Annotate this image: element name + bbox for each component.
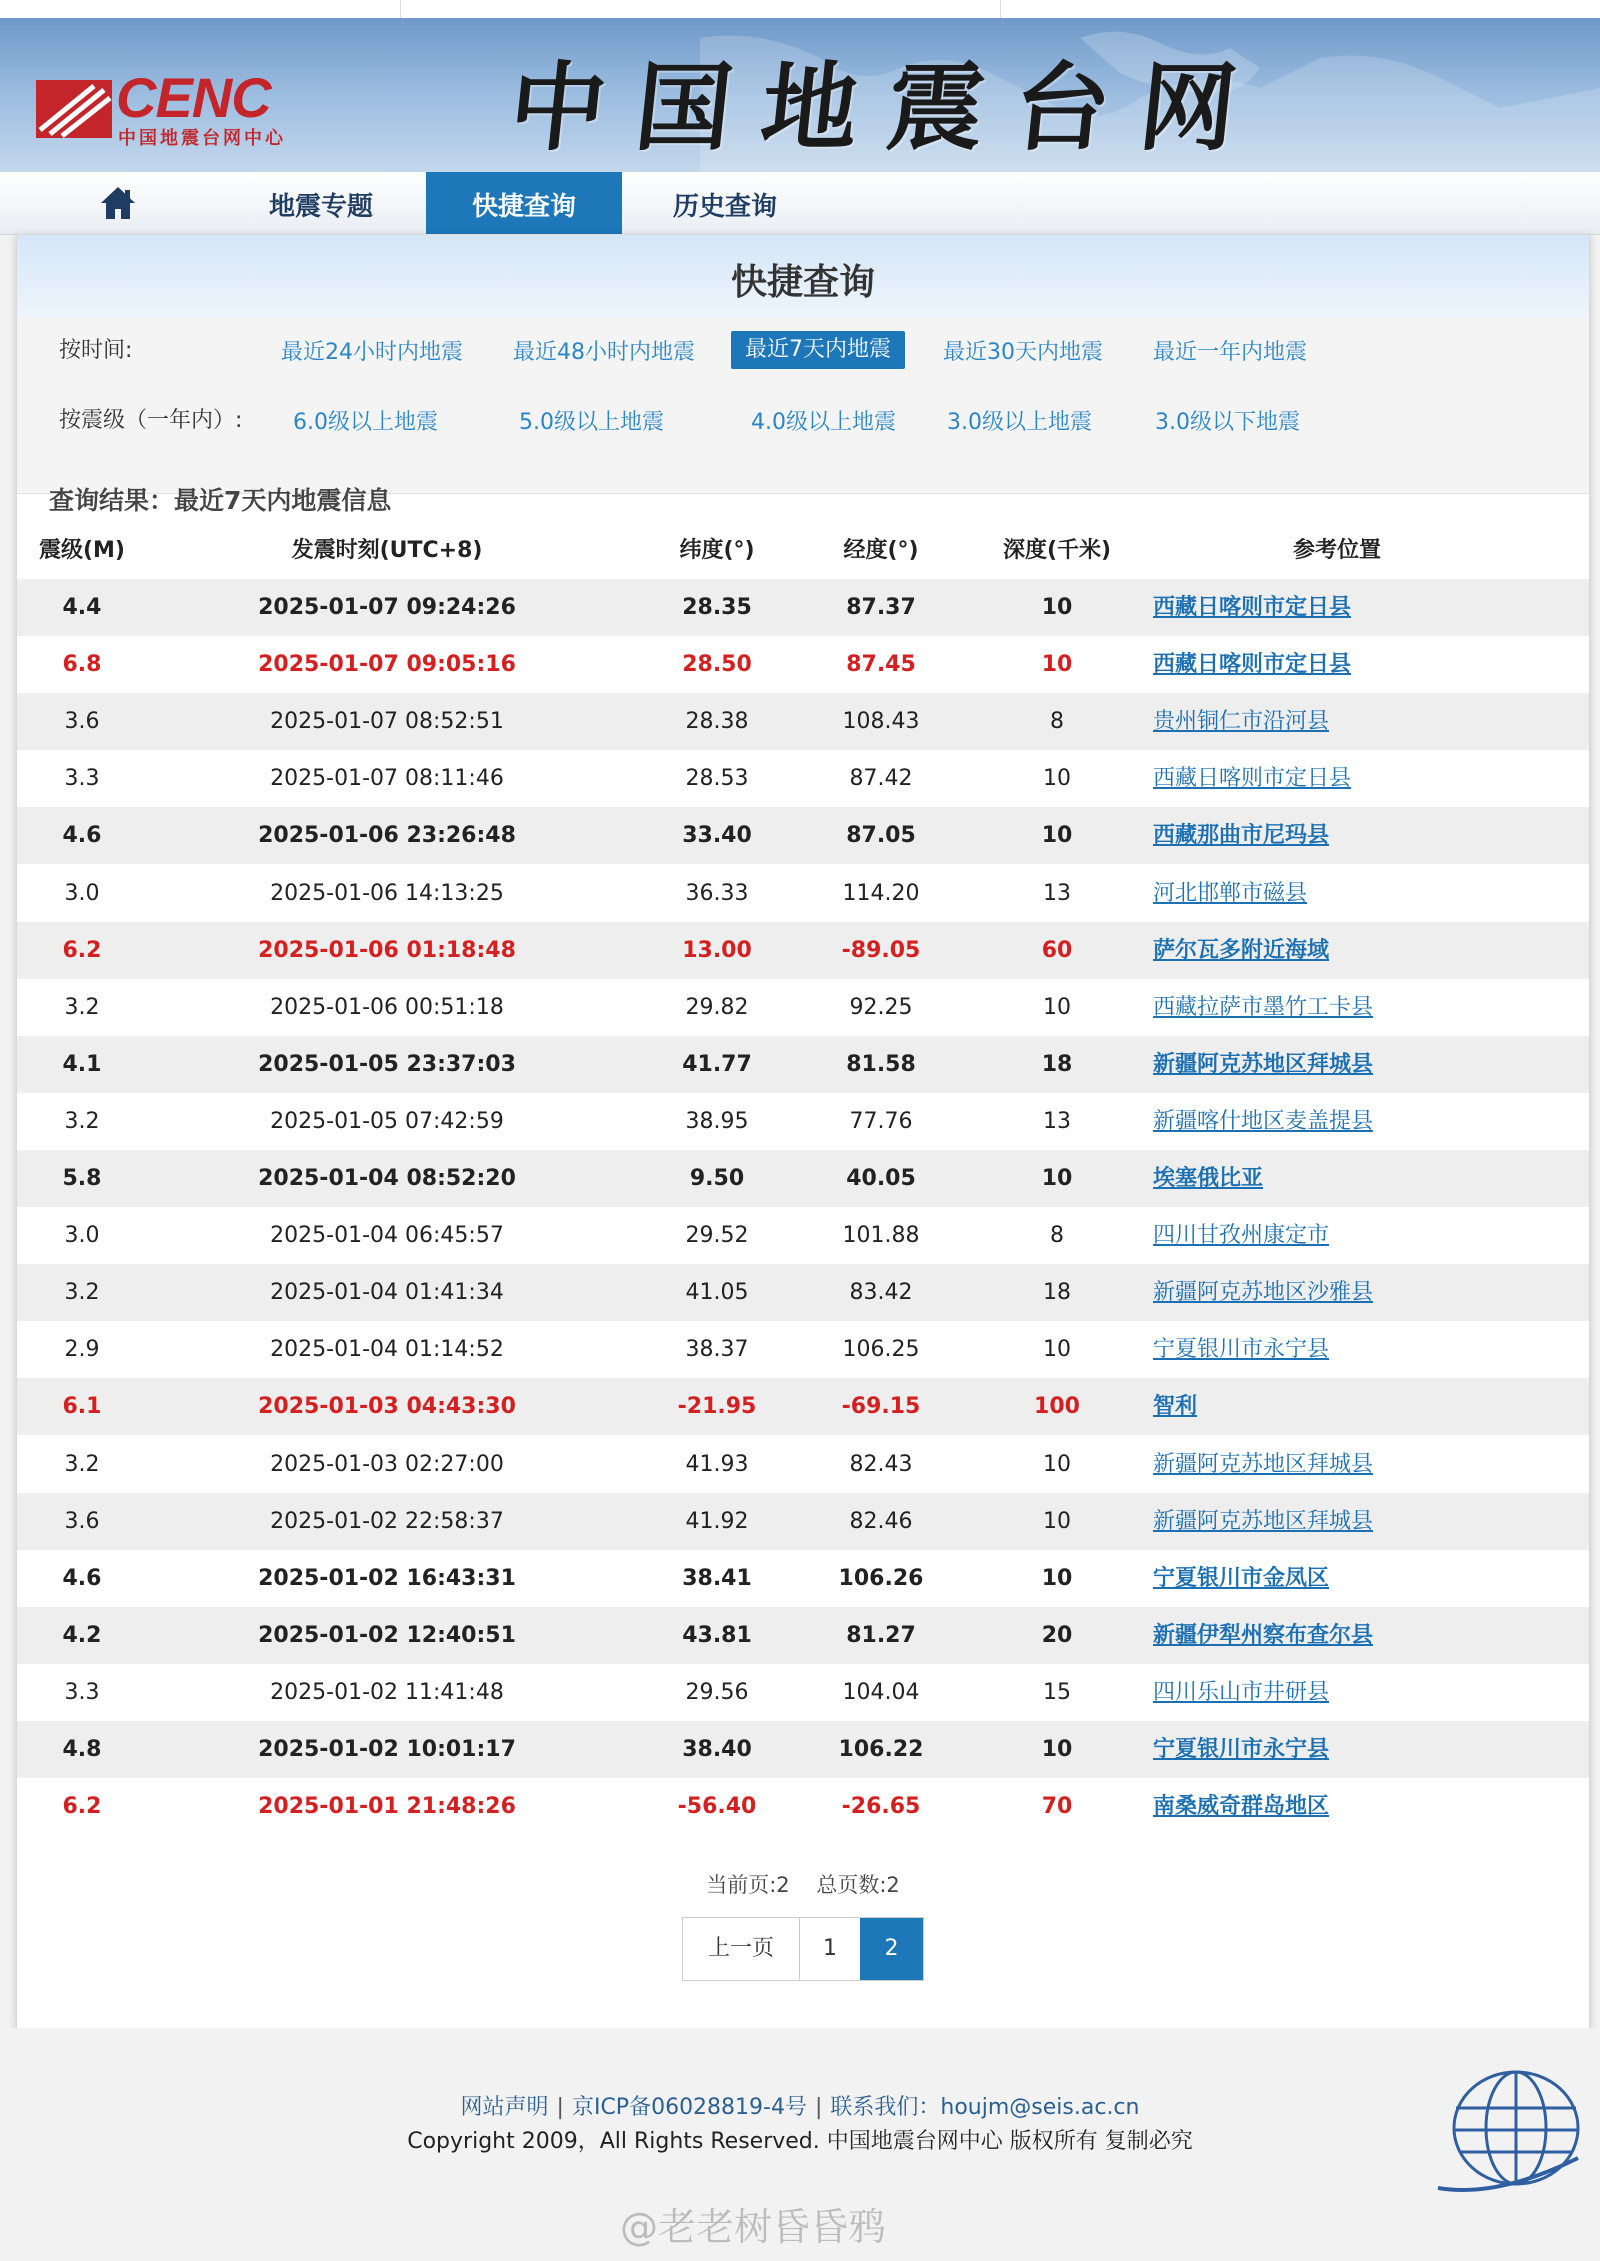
magnitude-filter-label: 按震级（一年内）:	[59, 408, 243, 433]
cell-latitude: 29.52	[685, 1223, 749, 1249]
filter-area	[17, 317, 1589, 494]
table-row	[17, 1036, 1589, 1093]
filter-48h[interactable]: 最近48小时内地震	[513, 340, 695, 365]
cell-magnitude: 3.3	[64, 766, 100, 792]
cell-longitude: 82.46	[849, 1508, 913, 1534]
filter-mag-6[interactable]: 6.0级以上地震	[293, 410, 438, 435]
cell-longitude: 87.05	[846, 823, 916, 849]
cell-latitude: 41.05	[685, 1280, 749, 1306]
nav-item-topics[interactable]: 地震专题	[268, 192, 373, 222]
cell-longitude: 106.22	[838, 1737, 924, 1762]
column-header-latitude: 纬度(°)	[679, 538, 755, 563]
cell-time: 2025-01-02 22:58:37	[270, 1508, 504, 1534]
cell-time: 2025-01-06 23:26:48	[258, 823, 516, 849]
cell-longitude: 87.42	[849, 766, 913, 792]
home-icon[interactable]	[98, 184, 138, 222]
cell-latitude: 36.33	[685, 880, 749, 906]
cell-depth: 8	[1050, 1223, 1064, 1249]
cell-depth: 100	[1034, 1394, 1080, 1420]
cell-depth: 8	[1050, 709, 1064, 735]
cell-depth: 10	[1041, 1166, 1073, 1191]
cell-latitude: 41.92	[685, 1508, 749, 1534]
column-header-location: 参考位置	[1292, 538, 1381, 563]
contact-link[interactable]: 联系我们：houjm@seis.ac.cn	[830, 2095, 1140, 2120]
table-row	[17, 1550, 1589, 1607]
logo-subtitle: 中国地震台网中心	[118, 128, 286, 149]
cell-magnitude: 3.2	[64, 1108, 100, 1134]
table-row	[17, 1436, 1589, 1493]
result-title: 查询结果：最近7天内地震信息	[49, 486, 392, 515]
cell-depth: 10	[1043, 1337, 1071, 1363]
column-header-magnitude: 震级(M)	[38, 538, 125, 563]
cell-time: 2025-01-05 07:42:59	[270, 1108, 504, 1134]
cell-time: 2025-01-07 09:05:16	[258, 652, 516, 678]
cell-time: 2025-01-04 08:52:20	[258, 1166, 516, 1191]
cell-location[interactable]: 新疆阿克苏地区拜城县	[1153, 1051, 1374, 1077]
cell-depth: 20	[1041, 1622, 1073, 1648]
cell-latitude: 28.50	[682, 652, 752, 678]
cell-longitude: 108.43	[842, 709, 920, 735]
table-row	[17, 922, 1589, 979]
cell-location[interactable]: 西藏日喀则市定日县	[1153, 595, 1352, 620]
cell-location[interactable]: 西藏那曲市尼玛县	[1153, 823, 1330, 849]
cell-latitude: 29.56	[685, 1679, 749, 1705]
cell-location[interactable]: 新疆喀什地区麦盖提县	[1153, 1108, 1374, 1134]
table-row	[17, 1664, 1589, 1721]
cell-location[interactable]: 河北邯郸市磁县	[1153, 880, 1308, 906]
column-header-time: 发震时刻(UTC+8)	[291, 538, 483, 563]
table-row	[17, 1721, 1589, 1778]
cell-time: 2025-01-06 01:18:48	[258, 937, 516, 963]
cell-magnitude: 3.2	[64, 1280, 100, 1306]
filter-30d[interactable]: 最近30天内地震	[943, 340, 1103, 365]
cell-longitude: 101.88	[842, 1223, 920, 1249]
table-row	[17, 865, 1589, 922]
table-row	[17, 1093, 1589, 1150]
cell-longitude: 82.43	[849, 1451, 913, 1477]
cell-location[interactable]: 四川乐山市井研县	[1153, 1679, 1330, 1705]
cell-latitude: 38.95	[685, 1108, 749, 1134]
cell-depth: 70	[1041, 1794, 1073, 1820]
cell-location[interactable]: 新疆阿克苏地区拜城县	[1153, 1451, 1374, 1477]
cell-latitude: 38.41	[682, 1565, 752, 1591]
cell-location[interactable]: 新疆伊犁州察布查尔县	[1153, 1622, 1374, 1648]
column-header-depth: 深度(千米)	[1002, 538, 1112, 563]
cell-longitude: 106.25	[842, 1337, 920, 1363]
cell-time: 2025-01-06 14:13:25	[270, 880, 504, 906]
filter-mag-3[interactable]: 3.0级以上地震	[947, 410, 1092, 435]
table-row	[17, 1264, 1589, 1321]
filter-mag-4[interactable]: 4.0级以上地震	[751, 410, 896, 435]
cell-latitude: 41.77	[682, 1051, 752, 1077]
cell-depth: 10	[1043, 994, 1071, 1020]
cell-depth: 13	[1043, 880, 1071, 906]
filter-mag-5[interactable]: 5.0级以上地震	[519, 410, 664, 435]
cell-location[interactable]: 南桑威奇群岛地区	[1153, 1794, 1330, 1820]
cell-location[interactable]: 埃塞俄比亚	[1153, 1166, 1264, 1191]
table-row	[17, 579, 1589, 636]
table-row	[17, 1493, 1589, 1550]
cell-depth: 60	[1041, 937, 1073, 963]
cell-depth: 10	[1043, 766, 1071, 792]
cell-magnitude: 3.6	[64, 1508, 100, 1534]
cell-magnitude: 4.6	[62, 823, 102, 849]
top-strip-segment	[400, 0, 1001, 18]
cell-longitude: 81.58	[846, 1051, 916, 1077]
cell-time: 2025-01-03 02:27:00	[270, 1451, 504, 1477]
cell-time: 2025-01-02 11:41:48	[270, 1679, 504, 1705]
cell-latitude: 41.93	[685, 1451, 749, 1477]
cell-location[interactable]: 西藏日喀则市定日县	[1153, 766, 1352, 792]
cell-time: 2025-01-04 01:14:52	[270, 1337, 504, 1363]
nav-item-quick-query[interactable]: 快捷查询	[426, 172, 622, 234]
cell-depth: 10	[1041, 595, 1073, 620]
cell-latitude: 38.37	[685, 1337, 749, 1363]
cell-latitude: 33.40	[682, 823, 752, 849]
table-row	[17, 807, 1589, 864]
cell-location[interactable]: 宁夏银川市永宁县	[1153, 1737, 1330, 1762]
cell-longitude: -26.65	[841, 1794, 921, 1820]
cell-depth: 10	[1041, 823, 1073, 849]
cell-longitude: 87.45	[846, 652, 916, 678]
cell-location[interactable]: 宁夏银川市永宁县	[1153, 1337, 1330, 1363]
logo-text: CENC	[116, 66, 271, 129]
top-strip-segment	[0, 0, 401, 18]
cell-longitude: 87.37	[846, 595, 916, 620]
cell-magnitude: 6.2	[62, 937, 102, 963]
table-row	[17, 1778, 1589, 1835]
cell-time: 2025-01-01 21:48:26	[258, 1794, 516, 1820]
cell-longitude: 114.20	[842, 880, 920, 906]
cell-longitude: 40.05	[846, 1166, 916, 1191]
cell-location[interactable]: 西藏日喀则市定日县	[1153, 652, 1352, 678]
cell-longitude: -89.05	[841, 937, 921, 963]
site-statement-link[interactable]: 网站声明	[460, 2095, 549, 2120]
cell-magnitude: 3.0	[64, 1223, 100, 1249]
cell-magnitude: 6.8	[62, 652, 102, 678]
prev-page-button[interactable]: 上一页	[707, 1936, 774, 1961]
cell-time: 2025-01-02 10:01:17	[258, 1737, 516, 1762]
cell-depth: 10	[1041, 652, 1073, 678]
cell-magnitude: 6.2	[62, 1794, 102, 1820]
header-banner	[0, 18, 1600, 172]
cell-depth: 18	[1041, 1051, 1073, 1077]
cell-magnitude: 3.6	[64, 709, 100, 735]
cell-depth: 13	[1043, 1108, 1071, 1134]
site-title: 中国地震台网	[504, 51, 1272, 164]
cell-time: 2025-01-05 23:37:03	[258, 1051, 516, 1077]
cell-location[interactable]: 宁夏银川市金凤区	[1153, 1565, 1330, 1591]
cell-time: 2025-01-03 04:43:30	[258, 1394, 516, 1420]
cell-location[interactable]: 西藏拉萨市墨竹工卡县	[1153, 994, 1374, 1020]
icp-link[interactable]: 京ICP备06028819-4号	[571, 2095, 807, 2120]
cell-magnitude: 3.0	[64, 880, 100, 906]
table-row	[17, 1207, 1589, 1264]
cell-magnitude: 4.4	[62, 595, 102, 620]
table-row	[17, 636, 1589, 693]
cenc-logo-mark-icon	[36, 80, 112, 138]
cell-location[interactable]: 萨尔瓦多附近海域	[1153, 937, 1330, 963]
cell-longitude: 92.25	[849, 994, 913, 1020]
cell-location[interactable]: 新疆阿克苏地区拜城县	[1153, 1508, 1374, 1534]
cell-depth: 10	[1041, 1565, 1073, 1591]
main-nav	[0, 172, 1600, 235]
cell-magnitude: 4.2	[62, 1622, 102, 1648]
table-row	[17, 1378, 1589, 1435]
cell-time: 2025-01-07 08:52:51	[270, 709, 504, 735]
cell-magnitude: 3.3	[64, 1679, 100, 1705]
cenc-logo[interactable]	[36, 62, 336, 149]
cell-latitude: 9.50	[689, 1166, 745, 1191]
copyright: Copyright 2009，All Rights Reserved. 中国地震台网中心 版权所有 复制必究	[407, 2129, 1193, 2154]
footer-separator: |	[814, 2095, 823, 2120]
cell-latitude: 28.35	[682, 595, 752, 620]
pagination	[682, 1917, 924, 1981]
cell-longitude: 77.76	[849, 1108, 913, 1134]
watermark: @老老树昏昏鸦	[620, 2205, 887, 2249]
column-header-longitude: 经度(°)	[843, 538, 919, 563]
page-info: 当前页:2 总页数:2	[706, 1873, 900, 1897]
cell-latitude: 43.81	[682, 1622, 752, 1648]
table-row	[17, 1321, 1589, 1378]
nav-item-history-query[interactable]: 历史查询	[672, 192, 777, 222]
table-row	[17, 1150, 1589, 1207]
cell-time: 2025-01-04 01:41:34	[270, 1280, 504, 1306]
table-row	[17, 1607, 1589, 1664]
cell-location[interactable]: 四川甘孜州康定市	[1153, 1223, 1330, 1249]
cell-time: 2025-01-07 08:11:46	[270, 766, 504, 792]
cell-magnitude: 4.8	[62, 1737, 102, 1762]
cell-time: 2025-01-06 00:51:18	[270, 994, 504, 1020]
cell-depth: 15	[1043, 1679, 1071, 1705]
cell-time: 2025-01-02 16:43:31	[258, 1565, 516, 1591]
time-filter-label: 按时间:	[59, 338, 133, 363]
cell-longitude: -69.15	[841, 1394, 921, 1420]
cell-magnitude: 2.9	[64, 1337, 100, 1363]
cell-latitude: 29.82	[685, 994, 749, 1020]
cell-magnitude: 4.6	[62, 1565, 102, 1591]
cell-longitude: 106.26	[838, 1565, 924, 1591]
cell-depth: 10	[1043, 1508, 1071, 1534]
quick-query-panel	[16, 234, 1590, 2030]
cell-magnitude: 4.1	[62, 1051, 102, 1077]
cell-latitude: 28.38	[685, 709, 749, 735]
cell-location[interactable]: 贵州铜仁市沿河县	[1153, 709, 1330, 735]
page-button-1[interactable]: 1	[799, 1918, 860, 1980]
panel-title: 快捷查询	[17, 235, 1589, 317]
cell-magnitude: 3.2	[64, 1451, 100, 1477]
cell-magnitude: 5.8	[62, 1166, 102, 1191]
filter-7d[interactable]: 最近7天内地震	[731, 331, 905, 369]
table-row	[17, 750, 1589, 807]
filter-1y[interactable]: 最近一年内地震	[1153, 340, 1308, 365]
cell-time: 2025-01-02 12:40:51	[258, 1622, 516, 1648]
cell-magnitude: 6.1	[62, 1394, 102, 1420]
cell-latitude: 38.40	[682, 1737, 752, 1762]
table-header	[17, 523, 1589, 579]
cell-longitude: 104.04	[842, 1679, 920, 1705]
cell-location[interactable]: 智利	[1153, 1394, 1198, 1420]
filter-mag-below-3[interactable]: 3.0级以下地震	[1155, 410, 1300, 435]
filter-24h[interactable]: 最近24小时内地震	[281, 340, 463, 365]
cell-magnitude: 3.2	[64, 994, 100, 1020]
footer-links	[0, 2090, 1600, 2121]
cell-time: 2025-01-07 09:24:26	[258, 595, 516, 620]
cell-location[interactable]: 新疆阿克苏地区沙雅县	[1153, 1280, 1374, 1306]
footer-separator: |	[556, 2095, 564, 2120]
footer	[0, 2028, 1600, 2261]
cell-depth: 18	[1043, 1280, 1071, 1306]
table-row	[17, 693, 1589, 750]
cell-latitude: 13.00	[682, 937, 752, 963]
cell-depth: 10	[1043, 1451, 1071, 1477]
top-strip	[0, 0, 1600, 18]
cell-latitude: -56.40	[677, 1794, 757, 1820]
page-button-2[interactable]: 2	[860, 1918, 923, 1980]
cell-depth: 10	[1041, 1737, 1073, 1762]
table-row	[17, 979, 1589, 1036]
cell-latitude: 28.53	[685, 766, 749, 792]
cell-time: 2025-01-04 06:45:57	[270, 1223, 504, 1249]
cell-longitude: 81.27	[846, 1622, 916, 1648]
cell-latitude: -21.95	[677, 1394, 757, 1420]
globe-icon	[1428, 2058, 1588, 2208]
cell-longitude: 83.42	[849, 1280, 913, 1306]
